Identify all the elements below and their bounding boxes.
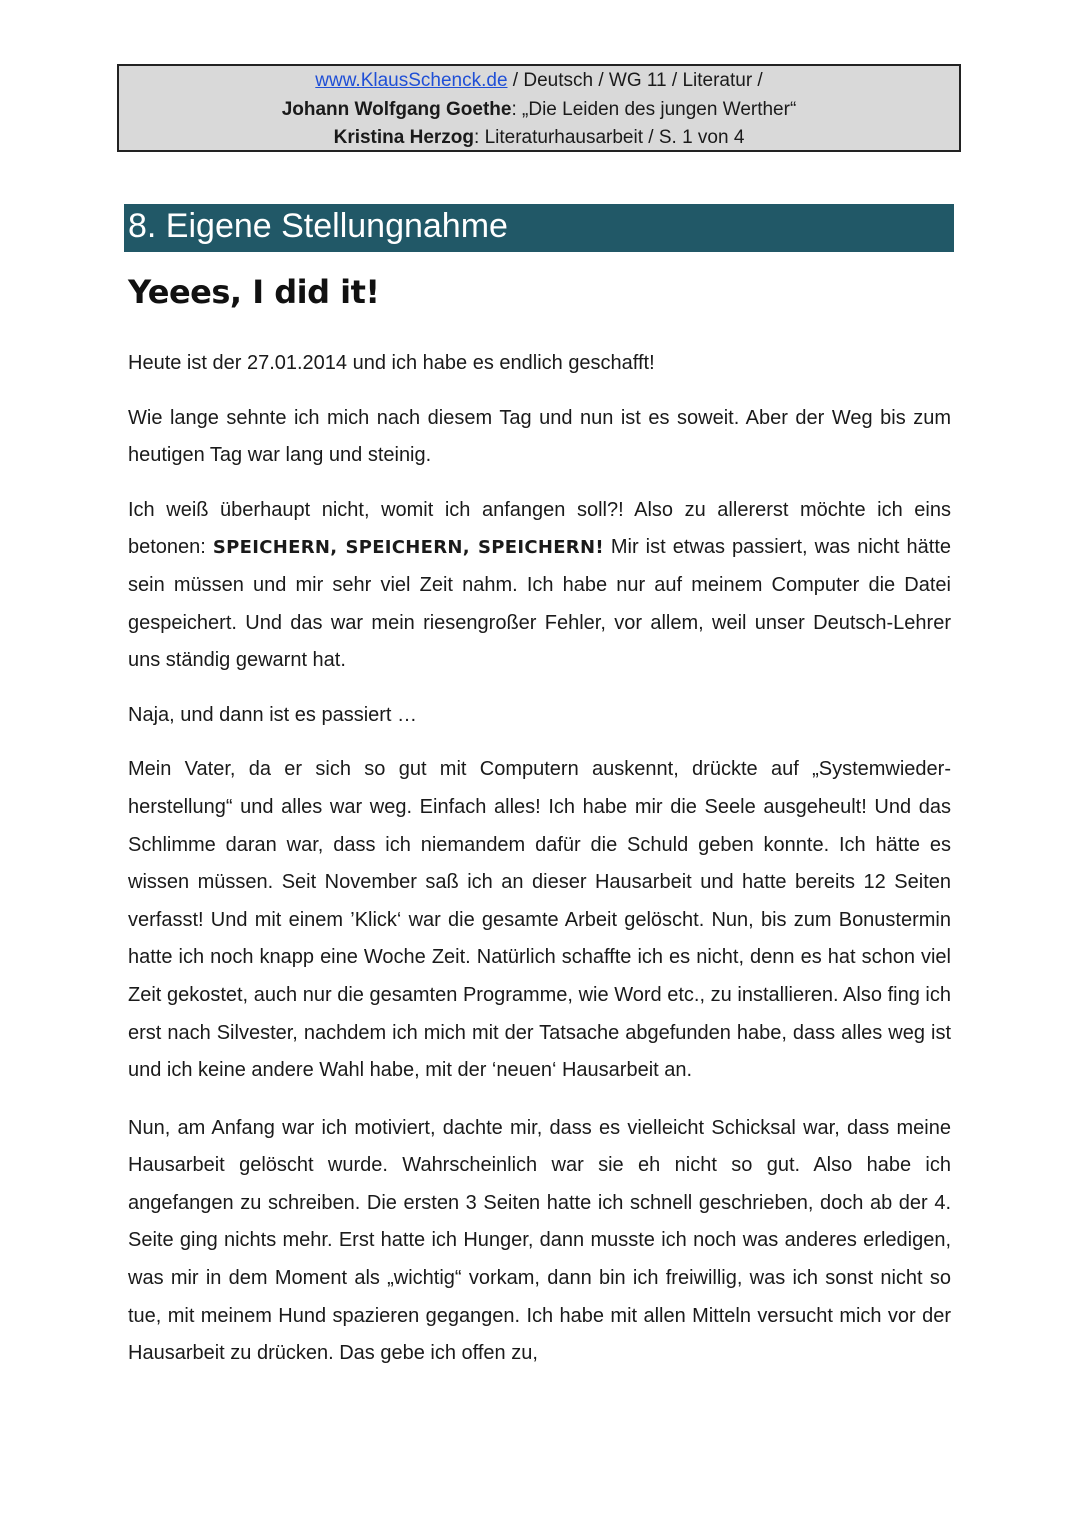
header-line-3 [119, 124, 959, 153]
paragraph-3 [128, 492, 951, 680]
header-page-info: : Literaturhausarbeit / S. 1 von 4 [474, 127, 745, 148]
paragraph-5: Mein Vater, da er sich so gut mit Computern auskennt, drückte auf „Systemwiederherstellung“ und alles war weg. Einfach alles! Ich habe mir die Seele ausgeheult! Und das Schlimme daran war, dass ich niemandem dafür die Schuld geben konnte. Ich hätte es wissen müssen. Seit November saß ich an dieser Hausarbeit und hatte bereits 12 Seiten verfasst! Und mit einem ’Klick‘ war die gesamte Arbeit gelöscht. Nun, bis zum Bonustermin hatte ich noch knapp eine Woche Zeit. Natürlich schaffte ich es nicht, denn es hat schon viel Zeit gekostet, auch nur die gesamten Programme, wie Word etc., zu installieren. Also fing ich erst nach Silvester, nachdem ich mich mit der Tatsache abgefunden habe, dass alles weg ist und ich keine andere Wahl habe, mit der ‘neuen‘ Hausarbeit an. [128, 758, 951, 1082]
paragraph-6: Nun, am Anfang war ich motiviert, dachte mir, dass es vielleicht Schicksal war, dass meine Hausarbeit gelöscht wurde. Wahrscheinlich war sie eh nicht so gut. Also habe ich angefangen zu schreiben. Die ersten 3 Seiten hatte ich schnell geschrieben, doch ab der 4. Seite ging nichts mehr. Erst hatte ich Hunger, dann musste ich noch was anderes erledigen, was mir in dem Moment als „wichtig“ vorkam, dann bin ich freiwillig, was ich sonst nicht so tue, mit meinem Hund spazieren gegangen. Ich habe mit allen Mitteln versucht mich vor der Hausarbeit zu drücken. Das gebe ich offen zu, [128, 1116, 951, 1365]
paragraph-2: Wie lange sehnte ich mich nach diesem Tag und nun ist es soweit. Aber der Weg bis zum heutigen Tag war lang und steinig. [128, 406, 951, 467]
page-header [117, 64, 961, 152]
header-student-name: Kristina Herzog [333, 127, 475, 148]
paragraph-4: Naja, und dann ist es passiert … [128, 703, 418, 726]
header-book-title: : „Die Leiden des jungen Werther“ [511, 98, 797, 120]
header-line-2 [119, 96, 959, 125]
website-link[interactable]: www.KlausSchenck.de [315, 70, 508, 91]
header-breadcrumb: / Deutsch / WG 11 / Literatur / [507, 70, 763, 91]
paragraph-3-end: Mir ist etwas passiert, was nicht hätte sein müssen und mir sehr viel Zeit nahm. Ich habe nur auf meinem Computer die Datei gespeichert. Und das war mein riesengroßer Fehler, vor allem, weil unser Deutsch-Lehrer uns ständig gewarnt hat. [128, 536, 951, 672]
paragraph-1: Heute ist der 27.01.2014 und ich habe es endlich geschafft! [128, 352, 655, 374]
header-line-1 [119, 67, 959, 96]
header-book-author: Johann Wolfgang Goethe [281, 98, 512, 120]
subtitle-heading: Yeees, I did it! [128, 273, 380, 311]
section-heading: 8. Eigene Stellungnahme [124, 204, 954, 252]
paragraph-3-start: Ich weiß überhaupt nicht, womit ich anfangen soll?! Also zu allererst möchte ich eins betonen: [128, 498, 951, 559]
speichern-emphasis: SPEICHERN, SPEICHERN, SPEICHERN! [212, 537, 604, 559]
document-body [128, 345, 951, 1390]
